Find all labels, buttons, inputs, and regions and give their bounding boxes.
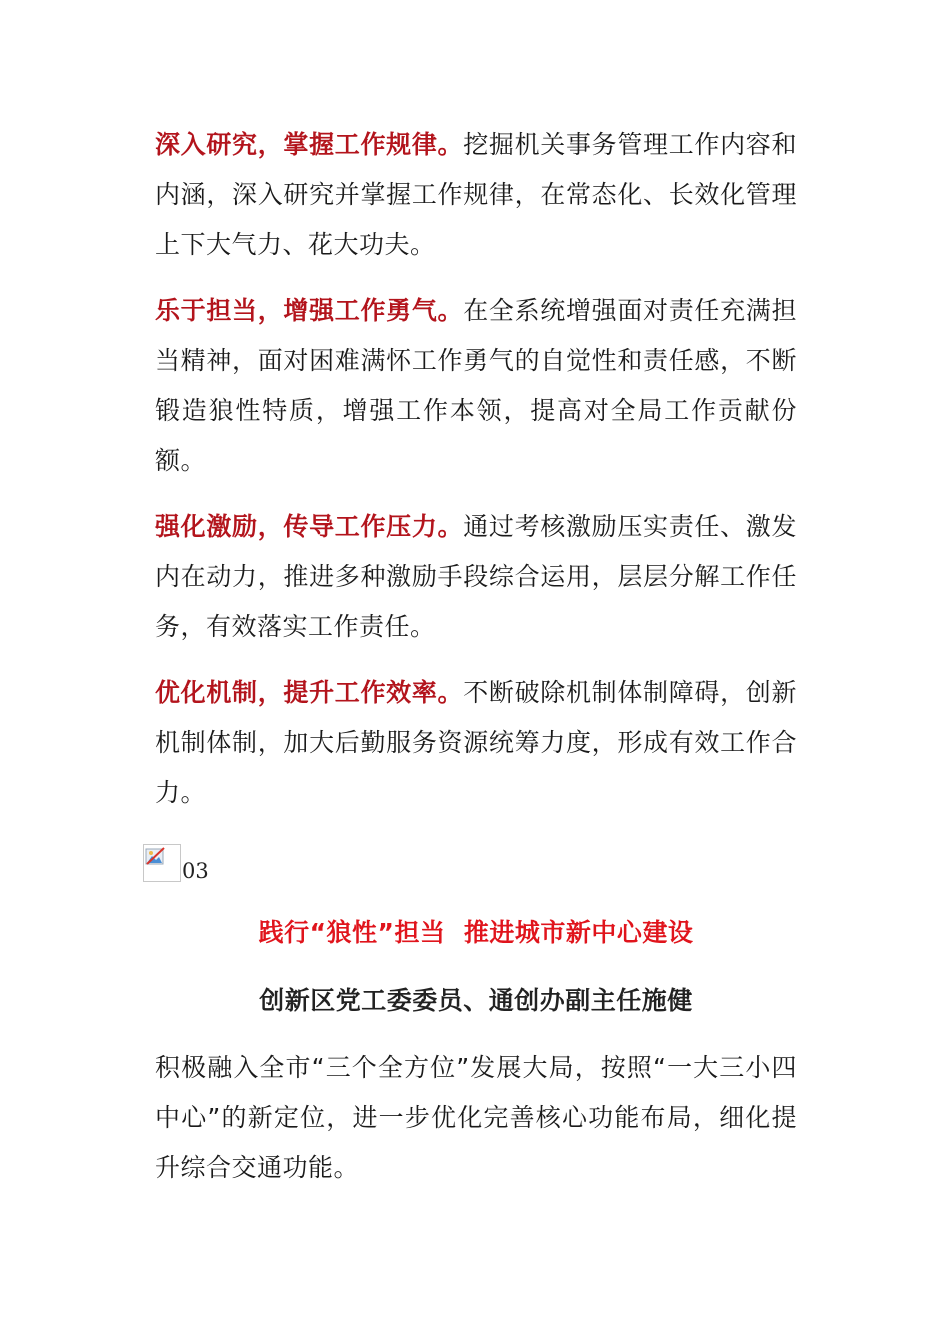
section-text: 不断破除机制体制障碍，创新机制体制，加大后勤服务资源统筹力度，形成有效工作合力。: [155, 678, 797, 807]
section-heading: 强化激励，传导工作压力。: [155, 512, 464, 541]
section-heading: 深入研究，掌握工作规律。: [155, 130, 464, 159]
section-paragraph-3: [155, 502, 797, 652]
section-paragraph-1: [155, 120, 797, 270]
section-text: 通过考核激励压实责任、激发内在动力，推进多种激励手段综合运用，层层分解工作任务，有效落实工作责任。: [155, 512, 797, 641]
image-placeholder-row: [143, 842, 209, 882]
document-body: [155, 120, 797, 834]
section-paragraph-2: [155, 286, 797, 486]
article-byline: 创新区党工委委员、通创办副主任施健: [259, 986, 693, 1015]
section-heading: 乐于担当，增强工作勇气。: [155, 296, 464, 325]
broken-image-icon: [143, 844, 181, 882]
article-body: 积极融入全市“三个全方位”发展大局，按照“一大三小四中心”的新定位，进一步优化完善核心功能布局，细化提升综合交通功能。: [155, 1053, 797, 1182]
section-heading: 优化机制，提升工作效率。: [155, 678, 464, 707]
section-text: 在全系统增强面对责任充满担当精神，面对困难满怀工作勇气的自觉性和责任感，不断锻造狼性特质，增强工作本领，提高对全局工作贡献份额。: [155, 296, 797, 475]
section-paragraph-4: [155, 668, 797, 818]
section-text: 挖掘机关事务管理工作内容和内涵，深入研究并掌握工作规律，在常态化、长效化管理上下大气力、花大功夫。: [155, 130, 797, 259]
article-headline: 践行“狼性”担当 推进城市新中心建设: [258, 918, 694, 947]
image-number: 03: [182, 859, 209, 883]
